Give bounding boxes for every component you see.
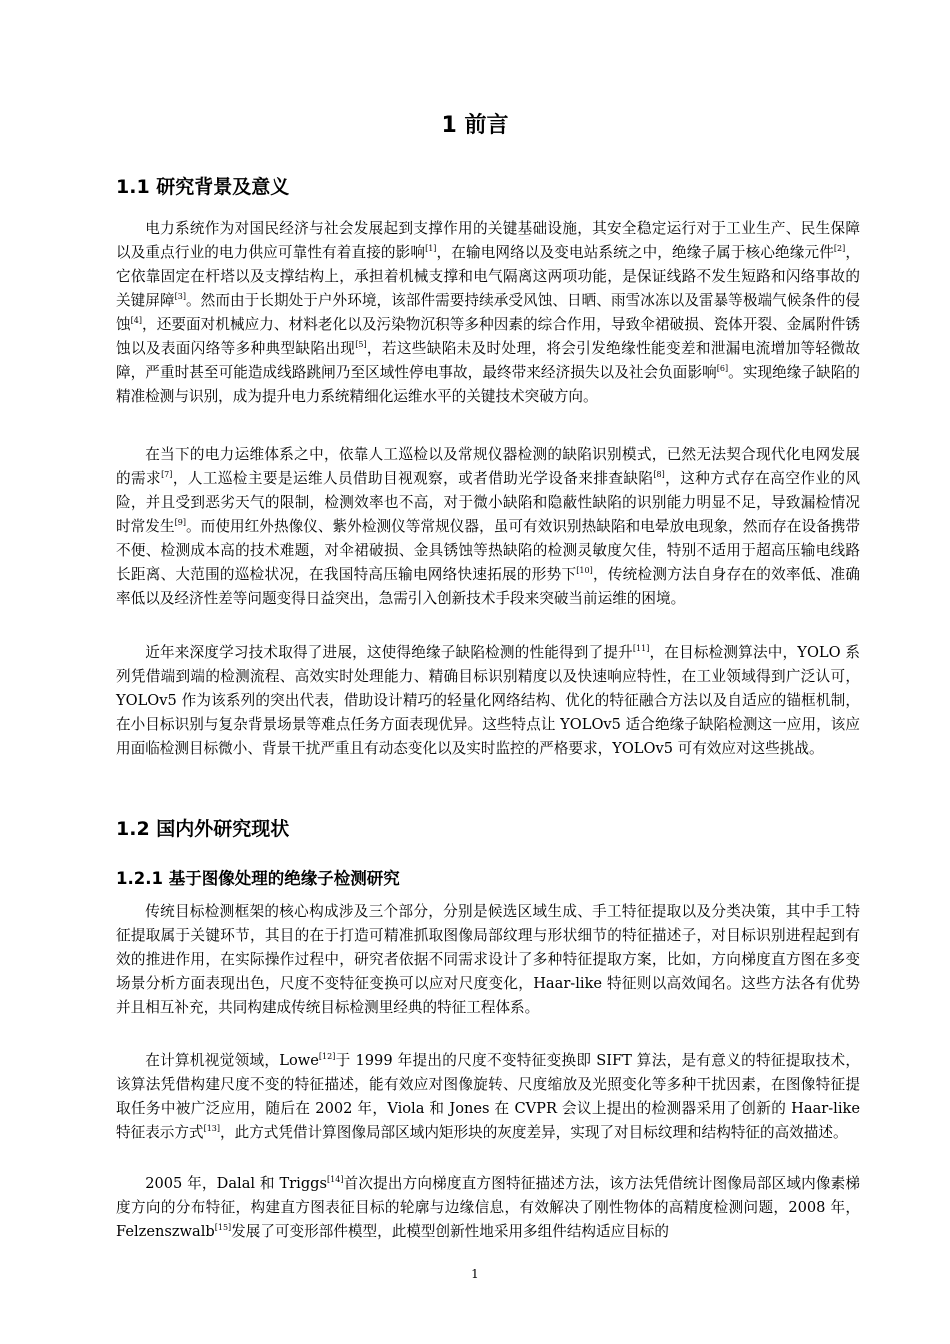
subsection-heading-1-2-1: 1.2.1 基于图像处理的绝缘子检测研究 <box>116 869 400 888</box>
paragraph: 2005 年，Dalal 和 Triggs[14]首次提出方向梯度直方图特征描述方法，该方法凭借统计图像局部区域内像素梯度方向的分布特征，构建直方图表征目标的轮廓与边缘信息，有效解决了刚性物体的高精度检测问题，2008 年，Felzenszwalb[15]发展了可变形部件模型，此模型创新性地采用多组件结构适应目标的 <box>116 1175 860 1240</box>
paragraph: 在计算机视觉领域，Lowe[12]于 1999 年提出的尺度不变特征变换即 SIFT 算法，是有意义的特征提取技术，该算法凭借构建尺度不变的特征描述，能有效应对图像旋转、尺度缩放及光照变化等多种干扰因素，在图像特征提取任务中被广泛应用，随后在 2002 年，Viola 和 Jones 在 CVPR 会议上提出的检测器采用了创新的 Haar-like 特征表示方式[13]，此方式凭借计算图像局部区域内矩形块的灰度差异，实现了对目标纹理和结构特征的高效描述。 <box>116 1052 860 1141</box>
citation-marker: [2] <box>833 244 846 253</box>
citation-marker: [10] <box>576 566 593 575</box>
citation-marker: [14] <box>327 1175 344 1184</box>
section-heading-1-2: 1.2 国内外研究现状 <box>116 818 290 840</box>
chapter-title: 1 前言 <box>441 113 509 138</box>
citation-marker: [4] <box>130 316 142 325</box>
citation-marker: [8] <box>653 470 665 479</box>
paragraph: 在当下的电力运维体系之中，依靠人工巡检以及常规仪器检测的缺陷识别模式，已然无法契合现代化电网发展的需求[7]，人工巡检主要是运维人员借助目视观察，或者借助光学设备来排查缺陷[8]，这种方式存在高空作业的风险，并且受到恶劣天气的限制，检测效率也不高，对于微小缺陷和隐蔽性缺陷的识别能力明显不足，导致漏检情况时常发生[9]。而使用红外热像仪、紫外检测仪等常规仪器，虽可有效识别热缺陷和电晕放电现象，然而存在设备携带不便、检测成本高的技术难题，对伞裙破损、金具锈蚀等热缺陷的检测灵敏度欠佳，特别不适用于超高压输电线路长距离、大范围的巡检状况，在我国特高压输电网络快速拓展的形势下[10]，传统检测方法自身存在的效率低、准确率低以及经济性差等问题变得日益突出，急需引入创新技术手段来突破当前运维的困境。 <box>116 446 860 607</box>
citation-marker: [13] <box>203 1124 220 1133</box>
paragraph: 近年来深度学习技术取得了进展，这使得绝缘子缺陷检测的性能得到了提升[11]，在目标检测算法中，YOLO 系列凭借端到端的检测流程、高效实时处理能力、精确目标识别精度以及快速响应特性，在工业领域得到广泛认可，YOLOv5 作为该系列的突出代表，借助设计精巧的轻量化网络结构、优化的特征融合方法以及自适应的锚框机制，在小目标识别与复杂背景场景等难点任务方面表现优异。这些特点让 YOLOv5 适合绝缘子缺陷检测这一应用，该应用面临检测目标微小、背景干扰严重且有动态变化以及实时监控的严格要求，YOLOv5 可有效应对这些挑战。 <box>116 644 860 757</box>
citation-marker: [6] <box>716 364 729 373</box>
paragraph: 传统目标检测框架的核心构成涉及三个部分，分别是候选区域生成、手工特征提取以及分类决策，其中手工特征提取属于关键环节，其目的在于打造可精准抓取图像局部纹理与形状细节的特征描述子，对目标识别进程起到有效的推进作用，在实际操作过程中，研究者依据不同需求设计了多种特征提取方案，比如，方向梯度直方图在多变场景分析方面表现出色，尺度不变特征变换可以应对尺度变化，Haar-like 特征则以高效闻名。这些方法各有优势并且相互补充，共同构建成传统目标检测里经典的特征工程体系。 <box>116 903 860 1016</box>
citation-marker: [12] <box>318 1052 336 1061</box>
citation-marker: [5] <box>355 340 367 349</box>
citation-marker: [15] <box>214 1223 232 1232</box>
section-heading-1-1: 1.1 研究背景及意义 <box>116 176 290 198</box>
page-number: 1 <box>471 1267 479 1281</box>
citation-marker: [1] <box>425 244 437 253</box>
citation-marker: [7] <box>161 470 173 479</box>
citation-marker: [3] <box>174 292 186 301</box>
citation-marker: [11] <box>632 644 650 653</box>
citation-marker: [9] <box>174 518 186 527</box>
paragraph: 电力系统作为对国民经济与社会发展起到支撑作用的关键基础设施，其安全稳定运行对于工业生产、民生保障以及重点行业的电力供应可靠性有着直接的影响[1]，在输电网络以及变电站系统之中，绝缘子属于核心绝缘元件[2]，它依靠固定在杆塔以及支撑结构上，承担着机械支撑和电气隔离这两项功能，是保证线路不发生短路和闪络事故的关键屏障[3]。然而由于长期处于户外环境，该部件需要持续承受风蚀、日晒、雨雪冰冻以及雷暴等极端气候条件的侵蚀[4]，还要面对机械应力、材料老化以及污染物沉积等多种因素的综合作用，导致伞裙破损、瓷体开裂、金属附件锈蚀以及表面闪络等多种典型缺陷出现[5]，若这些缺陷未及时处理，将会引发绝缘性能变差和泄漏电流增加等轻微故障，严重时甚至可能造成线路跳闸乃至区域性停电事故，最终带来经济损失以及社会负面影响[6]。实现绝缘子缺陷的精准检测与识别，成为提升电力系统精细化运维水平的关键技术突破方向。 <box>116 220 860 405</box>
